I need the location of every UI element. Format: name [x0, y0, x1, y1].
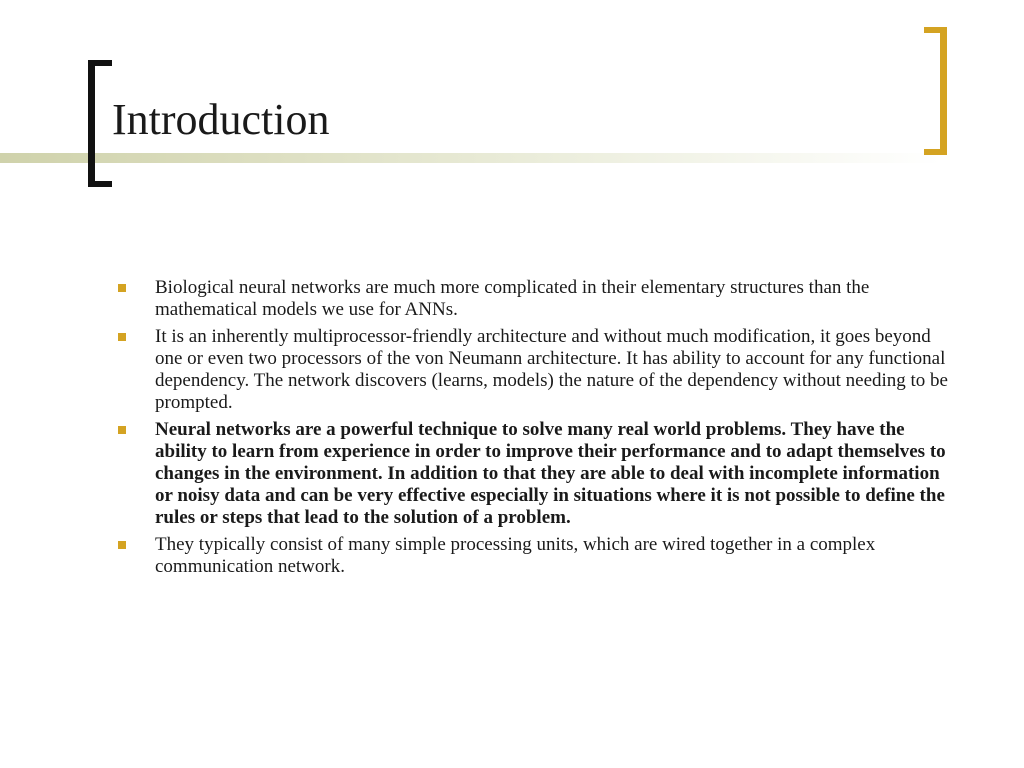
- title-band-decoration: [0, 153, 1024, 163]
- right-bracket-decoration: [922, 27, 948, 155]
- bullet-text: Biological neural networks are much more complicated in their elementary structures than the mathematical models we use for ANNs.: [155, 277, 870, 320]
- bullet-text: They typically consist of many simple processing units, which are wired together in a complex communication network.: [155, 534, 876, 577]
- square-bullet-icon: [118, 333, 126, 341]
- bullet-item: [118, 277, 958, 321]
- bullet-text: Neural networks are a powerful technique to solve many real world problems. They have the ability to learn from experience in order to improve their performance and to adapt themselves to changes in the environment. In addition to that they are able to deal with incomplete information or noisy data and can be very effective especially in situations where it is not possible to define the rules or steps that lead to the solution of a problem.: [155, 419, 946, 528]
- right-bracket-top: [924, 27, 947, 33]
- left-bracket-bottom: [88, 181, 112, 187]
- left-bracket-vertical: [88, 60, 95, 187]
- left-bracket-decoration: [88, 60, 114, 187]
- square-bullet-icon: [118, 426, 126, 434]
- bullet-item: [118, 419, 958, 529]
- square-bullet-icon: [118, 284, 126, 292]
- right-bracket-bottom: [924, 149, 947, 155]
- square-bullet-icon: [118, 541, 126, 549]
- slide-title: Introduction: [112, 95, 330, 144]
- left-bracket-top: [88, 60, 112, 66]
- bullet-list: [118, 277, 958, 583]
- bullet-item: [118, 534, 958, 578]
- bullet-item: [118, 326, 958, 414]
- right-bracket-vertical: [940, 27, 947, 155]
- bullet-text: It is an inherently multiprocessor-friendly architecture and without much modification, it goes beyond one or even two processors of the von Neumann architecture. It has ability to account for any functional dependency. The network discovers (learns, models) the nature of the dependency without needing to be prompted.: [155, 326, 948, 413]
